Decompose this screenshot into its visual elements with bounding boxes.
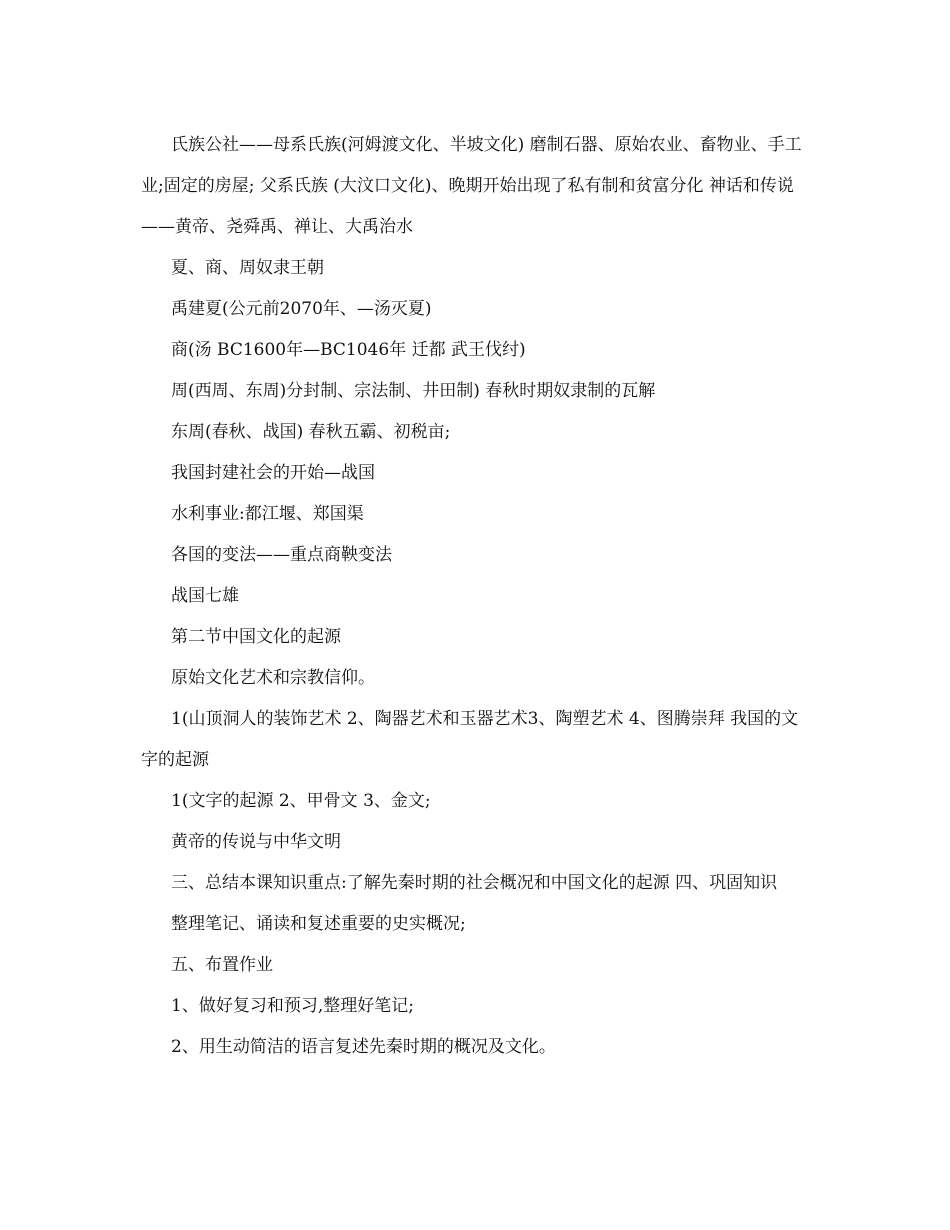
paragraph-primitive-art: 原始文化艺术和宗教信仰。 [171, 668, 375, 688]
document-body [141, 125, 811, 1068]
paragraph-eastern-zhou: 东周(春秋、战国) 春秋五霸、初税亩; [171, 422, 451, 442]
section-heading-culture-origin: 第二节中国文化的起源 [171, 627, 341, 647]
paragraph-clan-commune: 氏族公社——母系氏族(河姆渡文化、半坡文化) 磨制石器、原始农业、畜物业、手工业;固定的房屋; 父系氏族 (大汶口文化)、晚期开始出现了私有制和贫富分化 神话和传说——黄帝、尧舜禹、禅让、大禹治水 [141, 135, 802, 237]
paragraph-reforms: 各国的变法——重点商鞅变法 [171, 545, 392, 565]
paragraph-art-list: 1(山顶洞人的装饰艺术 2、陶器艺术和玉器艺术3、陶塑艺术 4、图腾崇拜 我国的文字的起源 [141, 709, 799, 770]
paragraph-shang: 商(汤 BC1600年—BC1046年 迁都 武王伐纣) [171, 340, 526, 360]
paragraph-seven-states: 战国七雄 [171, 586, 239, 606]
paragraph-writing-list: 1(文字的起源 2、甲骨文 3、金文; [171, 791, 431, 811]
paragraph-summary: 三、总结本课知识重点:了解先秦时期的社会概况和中国文化的起源 四、巩固知识 [171, 873, 778, 893]
paragraph-yu-founds-xia: 禹建夏(公元前2070年、—汤灭夏) [171, 299, 432, 319]
paragraph-feudal-start: 我国封建社会的开始—战国 [171, 463, 375, 483]
paragraph-zhou: 周(西周、东周)分封制、宗法制、井田制) 春秋时期奴隶制的瓦解 [171, 381, 656, 401]
paragraph-xia-shang-zhou: 夏、商、周奴隶王朝 [171, 258, 324, 278]
paragraph-homework-1: 1、做好复习和预习,整理好笔记; [171, 996, 414, 1016]
paragraph-homework-2: 2、用生动简洁的语言复述先秦时期的概况及文化。 [171, 1037, 556, 1057]
paragraph-review: 整理笔记、诵读和复述重要的史实概况; [171, 914, 466, 934]
paragraph-water-works: 水利事业:都江堰、郑国渠 [171, 504, 364, 524]
section-heading-homework: 五、布置作业 [171, 955, 273, 975]
paragraph-yellow-emperor: 黄帝的传说与中华文明 [171, 832, 341, 852]
